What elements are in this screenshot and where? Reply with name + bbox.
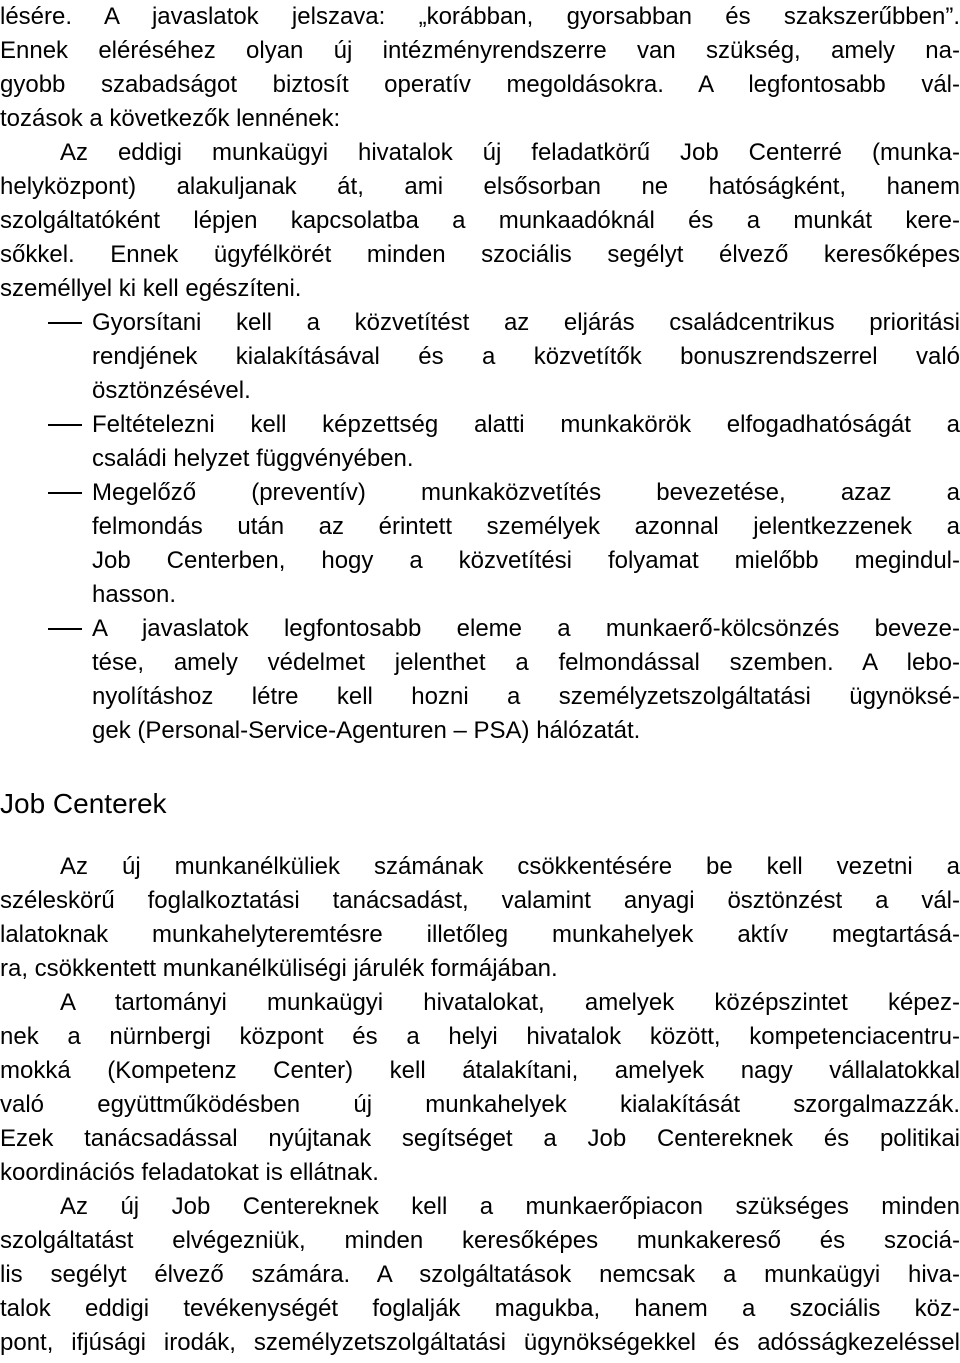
bullet-line: felmondás után az érintett személyek azonnal jelentkezzenek a: [92, 513, 960, 540]
text-line: széleskörű foglalkoztatási tanácsadást, valamint anyagi ösztönzést a vál-: [0, 887, 960, 914]
bullet-line: A javaslatok legfontosabb eleme a munkaerő-kölcsönzés beveze-: [92, 615, 960, 642]
bullet-line: tése, amely védelmet jelenthet a felmondással szemben. A lebo-: [92, 649, 960, 676]
text-line: koordinációs feladatokat is ellátnak.: [0, 1159, 379, 1186]
bullet-line: hasson.: [92, 581, 177, 608]
bullet-line: nyolításhoz létre kell hozni a személyzetszolgáltatási ügynöksé-: [92, 683, 960, 710]
text-line: helyközpont) alakuljanak át, ami elsősorban ne hatóságként, hanem: [0, 173, 960, 200]
text-line: tozások a következők lennének:: [0, 105, 341, 132]
bullet-dash: [48, 492, 82, 494]
bullet-line: családi helyzet függvényében.: [92, 445, 414, 472]
bullet-dash: [48, 322, 82, 324]
text-line: pont, ifjúsági irodák, személyzetszolgáltatási ügynökségekkel és adósságkezeléssel: [0, 1329, 960, 1356]
text-line: A tartományi munkaügyi hivatalokat, amelyek középszintet képez-: [60, 989, 960, 1016]
text-line: nek a nürnbergi központ és a helyi hivatalok között, kompetenciacentru-: [0, 1023, 960, 1050]
bullet-dash: [48, 424, 82, 426]
text-line: Az új munkanélküliek számának csökkentésére be kell vezetni a: [60, 853, 960, 880]
bullet-line: gek (Personal-Service-Agenturen – PSA) hálózatát.: [92, 717, 641, 744]
text-line: szolgáltatóként lépjen kapcsolatba a munkaadóknál és a munkát kere-: [0, 207, 960, 234]
text-line: Az új Job Centereknek kell a munkaerőpiacon szükséges minden: [60, 1193, 960, 1220]
text-line: személlyel ki kell egészíteni.: [0, 275, 302, 302]
text-line: szolgáltatást elvégezniük, minden keresőképes munkakereső és szociá-: [0, 1227, 960, 1254]
bullet-dash: [48, 628, 82, 630]
text-line: való együttműködésben új munkahelyek kialakítását szorgalmazzák.: [0, 1091, 960, 1118]
text-line: Az eddigi munkaügyi hivatalok új feladatkörű Job Centerré (munka-: [60, 139, 960, 166]
bullet-line: Gyorsítani kell a közvetítést az eljárás családcentrikus prioritási: [92, 309, 960, 336]
text-line: Ezek tanácsadással nyújtanak segítséget a Job Centereknek és politikai: [0, 1125, 960, 1152]
bullet-line: Feltételezni kell képzettség alatti munkakörök elfogadhatóságát a: [92, 411, 960, 438]
bullet-line: ösztönzésével.: [92, 377, 251, 404]
text-line: lalatoknak munkahelyteremtésre illetőleg munkahelyek aktív megtartásá-: [0, 921, 960, 948]
text-line: lésére. A javaslatok jelszava: „korábban, gyorsabban és szakszerűbben”.: [0, 3, 960, 30]
bullet-line: rendjének kialakításával és a közvetítők bonuszrendszerrel való: [92, 343, 960, 370]
bullet-line: Job Centerben, hogy a közvetítési folyamat mielőbb megindul-: [92, 547, 960, 574]
text-line: ra, csökkentett munkanélküliségi járulék formájában.: [0, 955, 558, 982]
text-line: mokká (Kompetenz Center) kell átalakítani, amelyek nagy vállalatokkal: [0, 1057, 960, 1084]
text-line: talok eddigi tevékenységét foglalják magukba, hanem a szociális köz-: [0, 1295, 960, 1322]
text-line: sőkkel. Ennek ügyfélkörét minden szociális segélyt élvező keresőképes: [0, 241, 960, 268]
text-line: gyobb szabadságot biztosít operatív megoldásokra. A legfontosabb vál-: [0, 71, 960, 98]
bullet-line: Megelőző (preventív) munkaközvetítés bevezetése, azaz a: [92, 479, 960, 506]
text-line: lis segélyt élvező számára. A szolgáltatások nemcsak a munkaügyi hiva-: [0, 1261, 960, 1288]
text-line: Ennek eléréséhez olyan új intézményrendszerre van szükség, amely na-: [0, 37, 960, 64]
section-heading: Job Centerek: [0, 788, 167, 819]
